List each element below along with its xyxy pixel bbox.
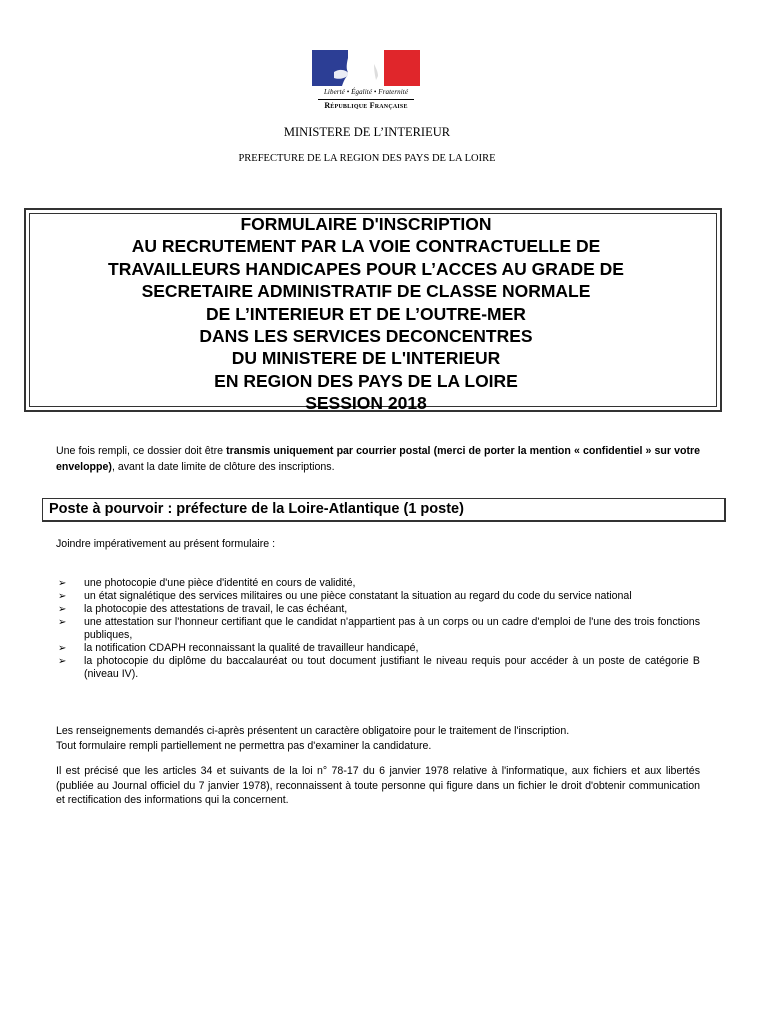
list-item	[56, 616, 700, 642]
list-item-text: une photocopie d'une pièce d'identité en cours de validité,	[84, 577, 356, 589]
arrow-bullet-icon: ➢	[58, 617, 67, 628]
arrow-bullet-icon: ➢	[58, 643, 67, 654]
arrow-bullet-icon: ➢	[58, 578, 67, 589]
join-instruction: Joindre impérativement au présent formulaire :	[56, 538, 276, 550]
arrow-bullet-icon: ➢	[58, 591, 67, 602]
list-item-text: la photocopie du diplôme du baccalauréat ou tout document justifiant le niveau requis pour accéder à un poste de catégorie B (niveau IV).	[84, 655, 700, 680]
post-box	[42, 498, 726, 522]
republic-name: République Française	[318, 99, 414, 110]
intro-text: Une fois rempli, ce dossier doit être	[56, 445, 227, 457]
arrow-bullet-icon: ➢	[58, 656, 67, 667]
form-title-line: SESSION 2018	[305, 393, 427, 414]
prefecture-name: PREFECTURE DE LA REGION DES PAYS DE LA LOIRE	[238, 153, 496, 164]
list-item	[56, 655, 700, 681]
paragraph-line: Tout formulaire rempli partiellement ne permettra pas d'examiner la candidature.	[56, 740, 432, 752]
form-title-line: AU RECRUTEMENT PAR LA VOIE CONTRACTUELLE DE	[131, 236, 601, 257]
form-title-line: DU MINISTERE DE L'INTERIEUR	[231, 348, 501, 369]
privacy-law-paragraph: Il est précisé que les articles 34 et suivants de la loi n° 78-17 du 6 janvier 1978 relative à l'informatique, aux fichiers et aux libertés (publiée au Journal officiel du 7 janvier 1978), reconnaissent à toute personne qui figure dans un fichier le droit d'obtenir communication et rectification des informations qui la concernent.	[56, 765, 700, 806]
list-item	[56, 577, 700, 590]
list-item-text: un état signalétique des services militaires ou une pièce constatant la situation au regard du code du service national	[84, 590, 632, 602]
list-item-text: une attestation sur l'honneur certifiant que le candidat n'appartient pas à un corps ou un cadre d'emploi de l'une des trois fonctions publiques,	[84, 616, 700, 641]
form-title-line: SECRETAIRE ADMINISTRATIF DE CLASSE NORMALE	[141, 281, 591, 302]
intro-text-end: , avant la date limite de clôture des inscriptions.	[111, 461, 335, 473]
list-item-text: la photocopie des attestations de travail, le cas échéant,	[84, 603, 348, 615]
intro-paragraph	[56, 443, 700, 475]
marianne-logo	[312, 50, 420, 110]
ministry-name: MINISTERE DE L’INTERIEUR	[283, 125, 451, 139]
required-documents-list	[56, 577, 700, 681]
paragraph-line: Les renseignements demandés ci-après présentent un caractère obligatoire pour le traitement de l'inscription.	[56, 725, 570, 737]
list-item	[56, 590, 700, 603]
form-title	[28, 213, 704, 415]
form-title-line: DE L’INTERIEUR ET DE L’OUTRE-MER	[206, 303, 526, 324]
list-item	[56, 642, 700, 655]
form-title-line: EN REGION DES PAYS DE LA LOIRE	[214, 370, 518, 391]
arrow-bullet-icon: ➢	[58, 604, 67, 615]
form-title-line: DANS LES SERVICES DECONCENTRES	[199, 326, 533, 347]
list-item	[56, 603, 700, 616]
form-title-box	[24, 208, 722, 412]
intro-bold-text: transmis uniquement par courrier postal (merci de porter la mention « confidentiel » sur votre enveloppe)	[56, 445, 701, 473]
marianne-profile-icon	[312, 50, 420, 86]
republic-motto: Liberté • Égalité • Fraternité	[323, 88, 409, 96]
form-title-line: FORMULAIRE D'INSCRIPTION	[240, 214, 492, 234]
list-item-text: la notification CDAPH reconnaissant la qualité de travailleur handicapé,	[84, 642, 419, 654]
post-title: Poste à pourvoir : préfecture de la Loire-Atlantique (1 poste)	[49, 501, 464, 517]
mandatory-info-paragraph	[56, 724, 700, 754]
form-title-line: TRAVAILLEURS HANDICAPES POUR L’ACCES AU GRADE DE	[108, 258, 624, 279]
